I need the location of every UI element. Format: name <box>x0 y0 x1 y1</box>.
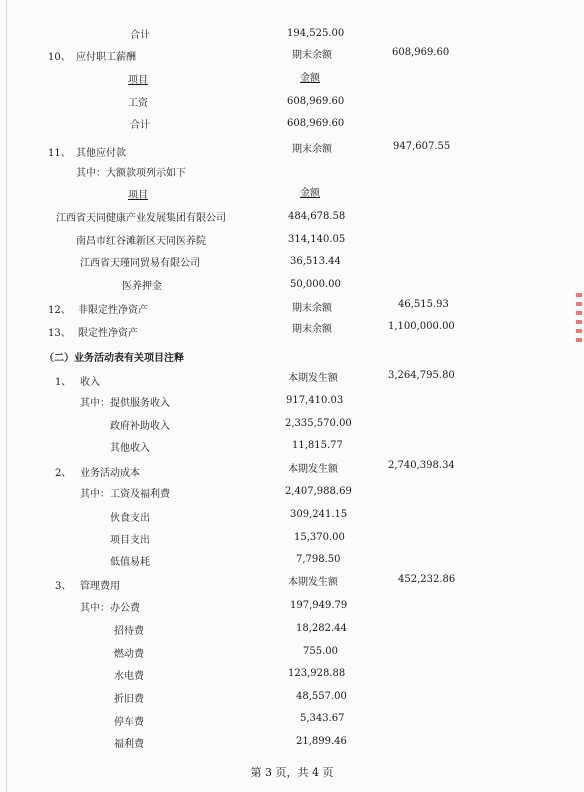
row-label: 燃动费 <box>114 649 144 660</box>
row-label: 南昌市红谷滩新区天同医养院 <box>76 236 206 247</box>
row-balance: 947,607.55 <box>393 141 451 152</box>
row-amount: 194,525.00 <box>287 28 345 39</box>
row-column-label: 期末余额 <box>292 50 332 61</box>
row-label: 福利费 <box>114 739 144 750</box>
row-balance: 452,232.86 <box>398 574 456 585</box>
row-label: 其中：办公费 <box>80 603 140 614</box>
row-label: 停车费 <box>114 717 144 728</box>
row-column-label: 期末余额 <box>292 144 332 155</box>
row-label: 招待费 <box>114 626 144 637</box>
row-amount: 755.00 <box>303 646 338 657</box>
row-number: 11、 <box>48 148 71 159</box>
row-label: 江西省天同健康产业发展集团有限公司 <box>56 213 226 224</box>
row-column-label: 期末余额 <box>292 324 332 335</box>
row-label: 收入 <box>80 377 100 388</box>
row-label: 折旧费 <box>114 694 144 705</box>
row-label: 其他应付款 <box>76 148 126 159</box>
row-label: 政府补助收入 <box>110 421 170 432</box>
row-amount: 5,343.67 <box>300 713 345 724</box>
row-column-label: 本期发生额 <box>288 464 338 475</box>
row-label: 水电费 <box>114 671 144 682</box>
row-amount: 314,140.05 <box>288 234 346 245</box>
seal-stamp-fragment <box>574 290 584 370</box>
row-amount: 123,928.88 <box>288 668 346 679</box>
table-header-item: 项目 <box>128 75 148 86</box>
row-number: 3、 <box>55 581 72 592</box>
row-amount: 7,798.50 <box>296 554 341 565</box>
row-label: 业务活动成本 <box>80 468 140 479</box>
row-amount: 608,969.60 <box>287 118 345 129</box>
row-label: 管理费用 <box>80 581 120 592</box>
row-amount: 197,949.79 <box>290 600 348 611</box>
row-balance: 46,515.93 <box>398 299 449 310</box>
row-amount: 2,407,988.69 <box>285 486 352 497</box>
row-balance: 3,264,795.80 <box>388 370 455 381</box>
row-amount: 2,335,570.00 <box>285 418 352 429</box>
row-label: 应付职工薪酬 <box>76 52 136 63</box>
row-column-label: 本期发生额 <box>288 577 338 588</box>
row-label: 其中：工资及福利费 <box>80 489 170 500</box>
row-number: 13、 <box>48 328 71 339</box>
row-number: 2、 <box>55 468 72 479</box>
row-label: 项目支出 <box>110 535 150 546</box>
row-amount: 18,282.44 <box>296 623 347 634</box>
row-label: 江西省天瑾同贸易有限公司 <box>80 258 200 269</box>
row-column-label: 本期发生额 <box>288 373 338 384</box>
row-number: 12、 <box>48 305 71 316</box>
page-footer: 第 3 页，共 4 页 <box>250 766 334 779</box>
binding-margin-line <box>6 0 7 792</box>
row-label: 其他收入 <box>110 443 150 454</box>
row-amount: 309,241.15 <box>290 509 348 520</box>
row-label: 其中：提供服务收入 <box>80 398 170 409</box>
row-label: 合计 <box>130 120 150 131</box>
row-label: 低值易耗 <box>110 557 150 568</box>
table-header-amount: 金额 <box>300 73 320 84</box>
row-label: 其中：大额款项列示如下 <box>76 168 186 179</box>
row-amount: 608,969.60 <box>287 96 345 107</box>
row-amount: 484,678.58 <box>288 211 346 222</box>
row-amount: 917,410.03 <box>286 395 344 406</box>
row-number: 10、 <box>48 52 71 63</box>
row-amount: 15,370.00 <box>294 532 345 543</box>
row-amount: 50,000.00 <box>290 279 341 290</box>
row-amount: 36,513.44 <box>290 256 341 267</box>
row-label: 医养押金 <box>122 281 162 292</box>
row-balance: 1,100,000.00 <box>388 321 455 332</box>
row-amount: 11,815.77 <box>292 440 343 451</box>
row-label: 限定性净资产 <box>78 328 138 339</box>
row-label: 工资 <box>128 98 148 109</box>
row-number: 1、 <box>55 377 72 388</box>
row-amount: 21,899.46 <box>296 736 347 747</box>
row-label: 伙食支出 <box>110 513 150 524</box>
table-header-amount: 金额 <box>300 188 320 199</box>
row-balance: 2,740,398.34 <box>388 460 455 471</box>
row-label: 非限定性净资产 <box>78 305 148 316</box>
table-header-item: 项目 <box>128 190 148 201</box>
row-amount: 48,557.00 <box>296 691 347 702</box>
section-heading: （二）业务活动表有关项目注释 <box>44 353 184 364</box>
row-column-label: 期末余额 <box>292 303 332 314</box>
row-label: 合计 <box>130 30 150 41</box>
row-balance: 608,969.60 <box>392 47 450 58</box>
